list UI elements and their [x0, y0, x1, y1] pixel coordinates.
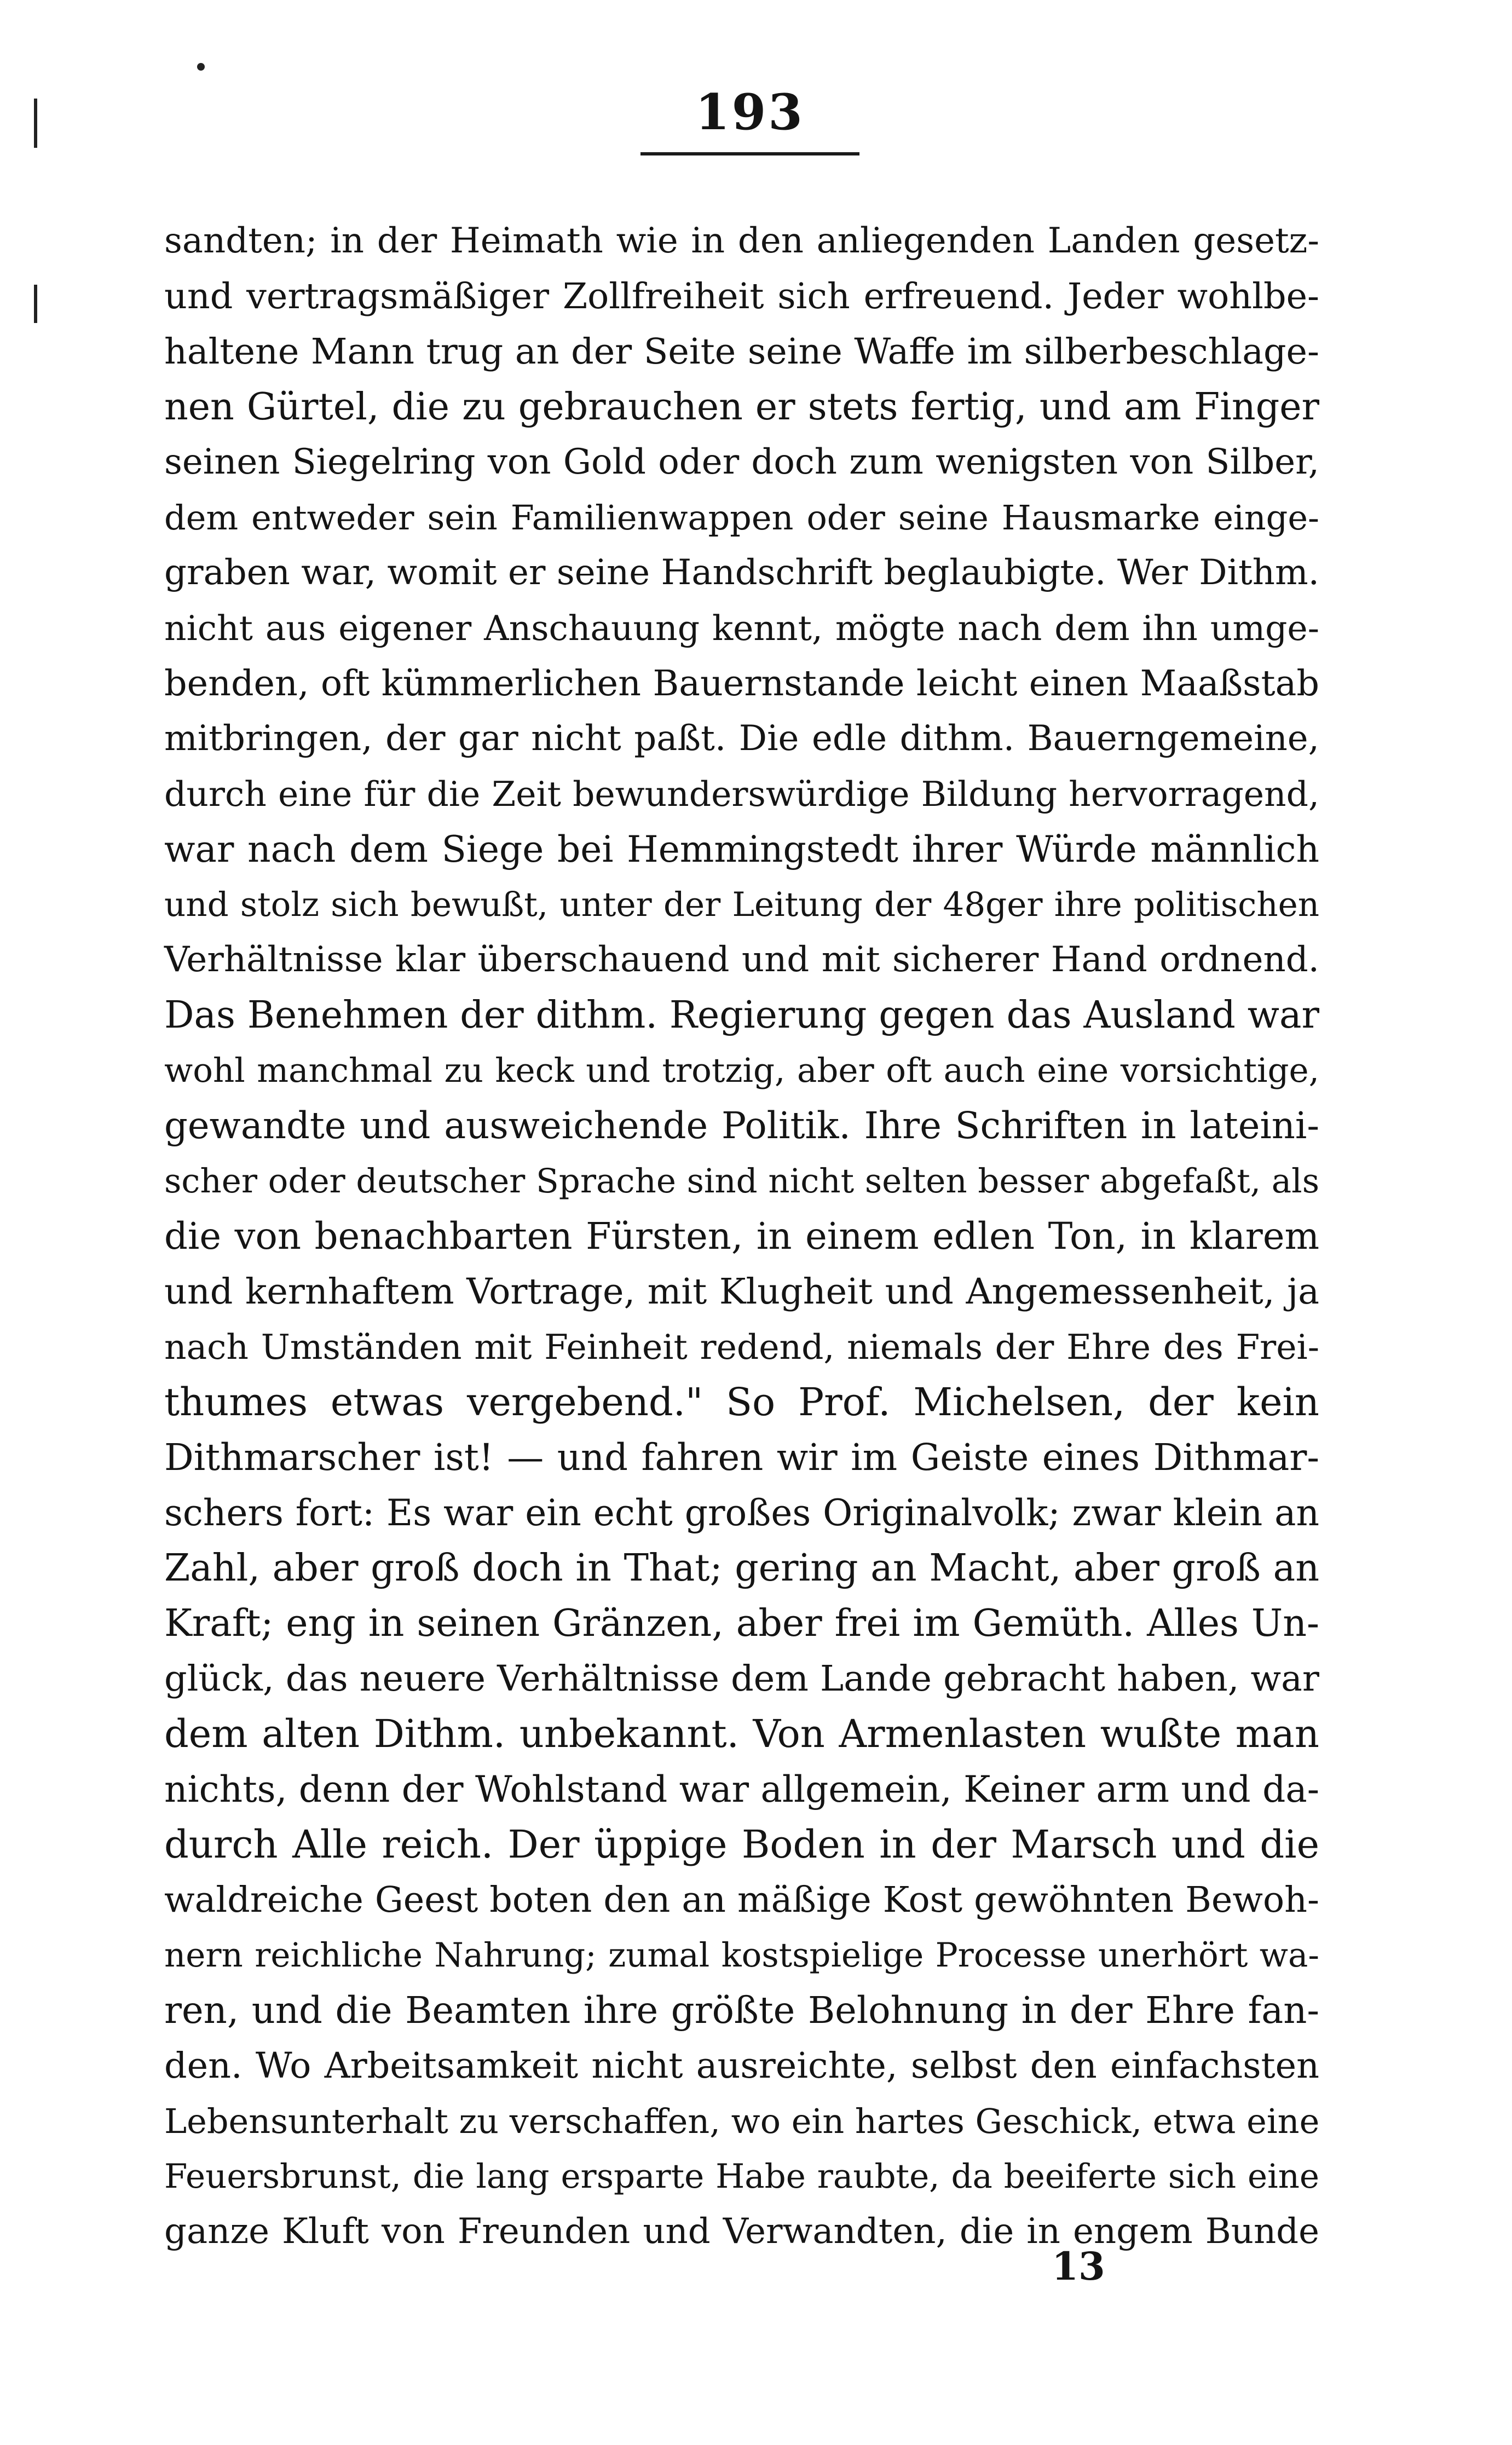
text-line: schers fort: Es war ein echt großes Originalvolk; zwar klein an	[164, 1492, 1319, 1534]
text-line: durch eine für die Zeit bewunderswürdige Bildung hervorragend,	[164, 774, 1319, 814]
text-line: seinen Siegelring von Gold oder doch zum wenigsten von Silber,	[164, 442, 1319, 482]
scan-edge-mark-left	[34, 285, 37, 323]
text-line: nern reichliche Nahrung; zumal kostspielige Processe unerhört wa-	[164, 1936, 1319, 1975]
text-line: graben war, womit er seine Handschrift beglaubigte. Wer Dithm.	[164, 552, 1319, 593]
text-line: Feuersbrunst, die lang ersparte Habe raubte, da beeiferte sich eine	[164, 2157, 1319, 2196]
text-line: durch Alle reich. Der üppige Boden in der Marsch und die	[164, 1822, 1319, 1867]
text-line: und kernhaftem Vortrage, mit Klugheit und Angemessenheit, ja	[164, 1271, 1319, 1312]
text-line: scher oder deutscher Sprache sind nicht selten besser abgefaßt, als	[164, 1162, 1319, 1201]
text-line: ganze Kluft von Freunden und Verwandten, die in engem Bunde	[164, 2211, 1319, 2252]
text-line: Das Benehmen der dithm. Regierung gegen das Ausland war	[164, 994, 1319, 1037]
header-rule	[640, 152, 859, 155]
text-line: nicht aus eigener Anschauung kennt, mögte nach dem ihn umge-	[164, 608, 1319, 648]
text-line: Kraft; eng in seinen Gränzen, aber frei im Gemüth. Alles Un-	[164, 1602, 1319, 1645]
text-line: und stolz sich bewußt, unter der Leitung der 48ger ihre politischen	[164, 885, 1319, 924]
text-line: Dithmarscher ist! — und fahren wir im Geiste eines Dithmar-	[164, 1436, 1319, 1479]
signature-mark: 13	[1052, 2244, 1105, 2289]
text-line: wohl manchmal zu keck und trotzig, aber oft auch eine vorsichtige,	[164, 1051, 1319, 1090]
text-line: mitbringen, der gar nicht paßt. Die edle dithm. Bauerngemeine,	[164, 718, 1319, 759]
text-line: den. Wo Arbeitsamkeit nicht ausreichte, selbst den einfachsten	[164, 2045, 1319, 2086]
scan-dot	[197, 63, 205, 71]
scan-edge-mark-top	[34, 99, 37, 148]
text-line: die von benachbarten Fürsten, in einem edlen Ton, in klarem	[164, 1215, 1319, 1258]
text-line: glück, das neuere Verhältnisse dem Lande gebracht haben, war	[164, 1658, 1319, 1699]
text-line: nichts, denn der Wohlstand war allgemein, Keiner arm und da-	[164, 1768, 1319, 1810]
text-line: Lebensunterhalt zu verschaffen, wo ein hartes Geschick, etwa eine	[164, 2101, 1320, 2141]
text-line: sandten; in der Heimath wie in den anliegenden Landen gesetz-	[164, 221, 1319, 261]
text-line: ren, und die Beamten ihre größte Belohnung in der Ehre fan-	[164, 1989, 1319, 2032]
text-line: dem alten Dithm. unbekannt. Von Armenlasten wußte man	[164, 1711, 1319, 1756]
text-line: Zahl, aber groß doch in That; gering an Macht, aber groß an	[164, 1547, 1319, 1590]
text-line: und vertragsmäßiger Zollfreiheit sich erfreuend. Jeder wohlbe-	[164, 276, 1319, 317]
text-line: dem entweder sein Familienwappen oder seine Hausmarke einge-	[164, 498, 1319, 538]
text-line: haltene Mann trug an der Seite seine Waffe im silberbeschlage-	[164, 331, 1319, 372]
text-line: waldreiche Geest boten den an mäßige Kost gewöhnten Bewoh-	[164, 1879, 1319, 1921]
text-line: war nach dem Siege bei Hemmingstedt ihrer Würde männlich	[164, 828, 1319, 870]
text-line: benden, oft kümmerlichen Bauernstande leicht einen Maaßstab	[164, 663, 1319, 704]
text-line: Verhältnisse klar überschauend und mit sicherer Hand ordnend.	[164, 939, 1319, 980]
text-line: thumes etwas vergebend." So Prof. Michelsen, der kein	[164, 1380, 1319, 1425]
body-text	[164, 214, 1319, 2259]
page-number: 193	[695, 83, 805, 141]
text-line: gewandte und ausweichende Politik. Ihre Schriften in lateini-	[164, 1104, 1319, 1147]
text-line: nach Umständen mit Feinheit redend, niemals der Ehre des Frei-	[164, 1327, 1319, 1367]
text-line: nen Gürtel, die zu gebrauchen er stets fertig, und am Finger	[164, 385, 1319, 429]
